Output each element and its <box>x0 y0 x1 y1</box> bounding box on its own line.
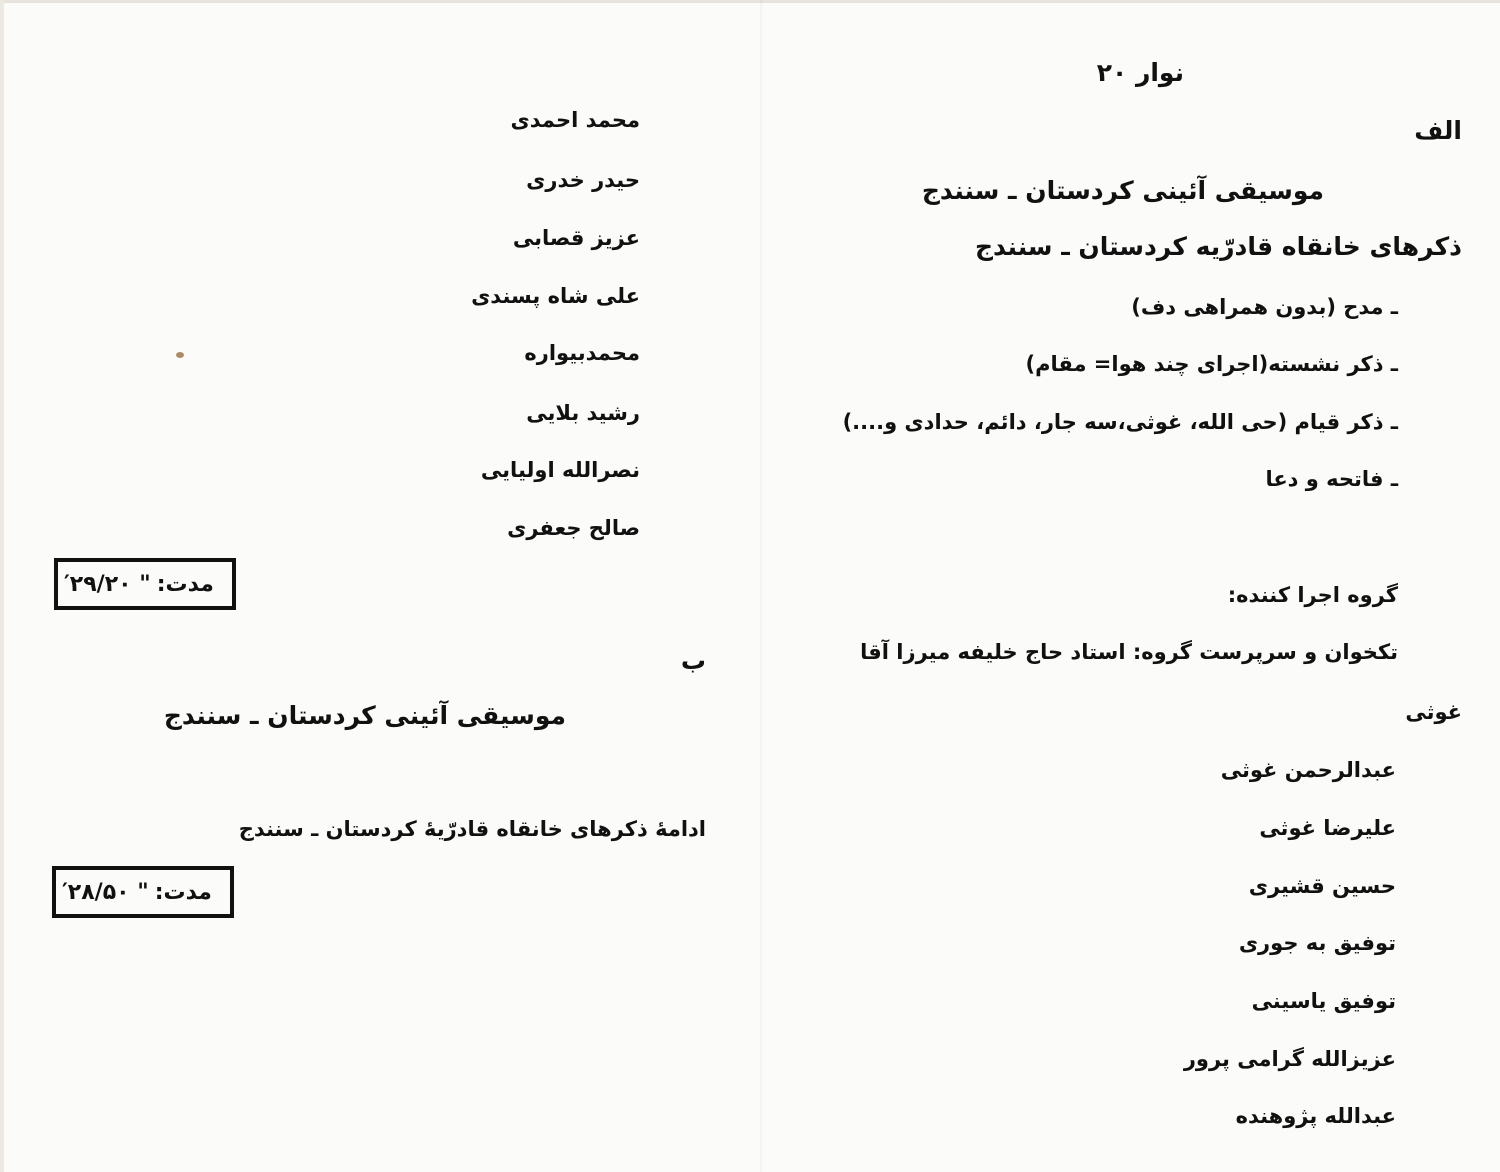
program-item-1: ـ مدح (بدون همراهی دف) <box>1131 295 1398 319</box>
continuation-line: ادامهٔ ذکرهای خانقاه قادرّیهٔ کردستان ـ سنندج <box>238 817 706 841</box>
member-name: علیرضا غوثی <box>1259 816 1396 840</box>
program-item-4: ـ فاتحه و دعا <box>1265 467 1398 491</box>
member-name: عزیز قصابی <box>512 226 640 250</box>
heading-khanqah-zikr: ذکرهای خانقاه قادرّیه کردستان ـ سنندج <box>975 232 1462 261</box>
side-b-label: ب <box>680 646 706 675</box>
duration-value: " ۵۰/′۲۸ <box>62 879 149 905</box>
duration-box-side-b <box>52 866 234 918</box>
member-name: حسین قشیری <box>1248 874 1396 898</box>
member-name: توفیق به جوری <box>1238 931 1396 955</box>
program-item-3: ـ ذکر قیام (حی الله، غوثی،سه جار، دائم، حدادی و....) <box>842 410 1398 434</box>
duration-value: " ۲۰/′۲۹ <box>64 571 151 597</box>
performing-group-label: گروه اجرا کننده: <box>1227 583 1398 607</box>
duration-label: مدت: <box>154 879 212 905</box>
member-name: محمدبیواره <box>524 341 640 365</box>
member-name: رشید بلایی <box>526 401 640 425</box>
ghowsi-label: غوثی <box>1405 700 1462 724</box>
scan-edge-left <box>0 0 4 1172</box>
heading-ritual-music: موسیقی آئینی کردستان ـ سنندج <box>921 176 1324 205</box>
side-a-label: الف <box>1414 116 1462 145</box>
member-name: عبدالله پژوهنده <box>1235 1104 1396 1128</box>
member-name: نصرالله اولیایی <box>480 458 640 482</box>
program-item-2: ـ ذکر نشسته(اجرای چند هوا= مقام) <box>1025 352 1398 376</box>
scan-edge-top <box>0 0 1500 3</box>
member-name: عزیزالله گرامی پرور <box>1183 1047 1396 1071</box>
member-name: محمد احمدی <box>510 108 640 132</box>
member-name: توفیق یاسینی <box>1251 989 1396 1013</box>
paper-stain <box>176 352 184 358</box>
member-name: علی شاه پسندی <box>471 284 640 308</box>
lead-singer-line: تکخوان و سرپرست گروه: استاد حاج خلیفه میرزا آقا <box>860 640 1398 664</box>
tape-title: نوار ۲۰ <box>1096 58 1184 87</box>
page-fold <box>760 0 764 1172</box>
duration-box-side-a <box>54 558 236 610</box>
heading-ritual-music-b: موسیقی آئینی کردستان ـ سنندج <box>163 701 566 730</box>
member-name: عبدالرحمن غوثی <box>1220 758 1396 782</box>
duration-label: مدت: <box>156 571 214 597</box>
member-name: صالح جعفری <box>507 516 640 540</box>
member-name: حیدر خدری <box>526 168 640 192</box>
